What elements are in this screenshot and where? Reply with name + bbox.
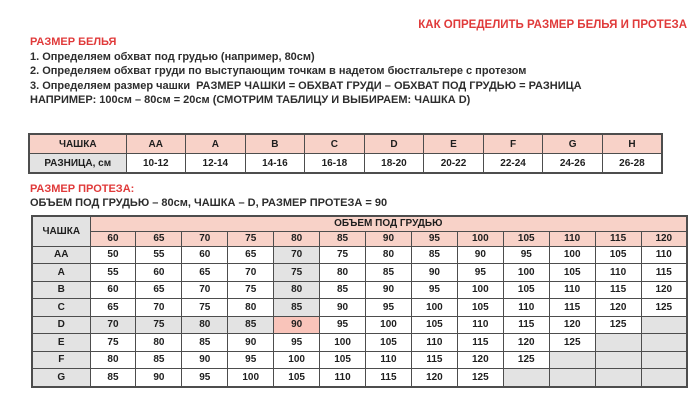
prosthesis-size-cell: 120 <box>457 351 503 369</box>
prosthesis-size-cell: 120 <box>641 281 687 299</box>
prosthesis-size-cell: 80 <box>90 351 136 369</box>
underbust-column-header: 120 <box>641 231 687 246</box>
prosthesis-size-cell: 60 <box>182 246 228 264</box>
cup-table-corner-header: ЧАШКА <box>29 134 126 154</box>
difference-value-cell: 10-12 <box>126 154 186 174</box>
prosthesis-size-cell: 85 <box>90 369 136 387</box>
underbust-column-header: 110 <box>549 231 595 246</box>
cup-row-label: B <box>32 281 90 299</box>
cup-row-label: G <box>32 369 90 387</box>
prosthesis-size-cell: 90 <box>182 351 228 369</box>
prosthesis-size-cell: 60 <box>136 264 182 282</box>
prosthesis-size-cell: 125 <box>641 299 687 317</box>
prosthesis-size-cell: 110 <box>411 334 457 352</box>
underbust-column-header: 90 <box>366 231 412 246</box>
measurement-steps <box>30 50 582 108</box>
prosthesis-size-cell: 90 <box>411 264 457 282</box>
prosthesis-size-cell: 125 <box>549 334 595 352</box>
instruction-line-4: НАПРИМЕР: 100см – 80см = 20см (СМОТРИМ ТАБЛИЦУ И ВЫБИРАЕМ: ЧАШКА D) <box>30 94 471 107</box>
difference-value-cell: 20-22 <box>424 154 484 174</box>
instruction-line-1: 1. Определяем обхват под грудью (например, 80см) <box>30 51 315 63</box>
empty-cell <box>595 334 641 352</box>
prosthesis-size-cell: 80 <box>366 246 412 264</box>
highlight-path-cell: 70 <box>90 316 136 334</box>
prosthesis-size-table <box>31 215 688 388</box>
size-table-row <box>32 369 687 387</box>
prosthesis-size-cell: 80 <box>136 334 182 352</box>
underbust-column-header: 100 <box>457 231 503 246</box>
prosthesis-size-cell: 50 <box>90 246 136 264</box>
prosthesis-size-cell: 105 <box>411 316 457 334</box>
difference-value-cell: 12-14 <box>186 154 246 174</box>
prosthesis-size-cell: 95 <box>228 351 274 369</box>
prosthesis-size-cell: 100 <box>549 246 595 264</box>
prosthesis-size-cell: 85 <box>366 264 412 282</box>
difference-value-cell: 24-26 <box>543 154 603 174</box>
underwear-size-heading: РАЗМЕР БЕЛЬЯ <box>30 36 117 48</box>
prosthesis-size-cell: 75 <box>90 334 136 352</box>
prosthesis-size-cell: 115 <box>549 299 595 317</box>
highlight-path-cell: 85 <box>274 299 320 317</box>
prosthesis-size-cell: 55 <box>136 246 182 264</box>
prosthesis-size-cell: 120 <box>411 369 457 387</box>
prosthesis-size-cell: 120 <box>503 334 549 352</box>
prosthesis-size-cell: 105 <box>457 299 503 317</box>
underbust-span-header: ОБЪЕМ ПОД ГРУДЬЮ <box>90 216 687 231</box>
difference-value-cell: 22-24 <box>483 154 543 174</box>
prosthesis-size-cell: 115 <box>411 351 457 369</box>
size-table-corner-header: ЧАШКА <box>32 216 90 246</box>
size-table-row <box>32 299 687 317</box>
cup-column-header: C <box>305 134 365 154</box>
difference-value-cell: 14-16 <box>245 154 305 174</box>
prosthesis-size-cell: 110 <box>549 281 595 299</box>
highlighted-result-cell: 90 <box>274 316 320 334</box>
cup-column-header: F <box>483 134 543 154</box>
prosthesis-size-cell: 115 <box>503 316 549 334</box>
prosthesis-size-cell: 65 <box>90 299 136 317</box>
prosthesis-size-cell: 80 <box>320 264 366 282</box>
highlight-path-cell: 85 <box>228 316 274 334</box>
highlight-path-cell: 70 <box>274 246 320 264</box>
prosthesis-size-cell: 60 <box>90 281 136 299</box>
prosthesis-size-cell: 115 <box>457 334 503 352</box>
size-table-row <box>32 264 687 282</box>
empty-cell <box>641 334 687 352</box>
empty-cell <box>549 369 595 387</box>
highlight-path-cell: 75 <box>274 264 320 282</box>
prosthesis-size-cell: 70 <box>136 299 182 317</box>
prosthesis-size-cell: 115 <box>595 281 641 299</box>
prosthesis-size-cell: 115 <box>366 369 412 387</box>
prosthesis-size-cell: 85 <box>136 351 182 369</box>
prosthesis-size-cell: 100 <box>457 281 503 299</box>
prosthesis-size-cell: 85 <box>182 334 228 352</box>
highlight-path-cell: 75 <box>136 316 182 334</box>
empty-cell <box>549 351 595 369</box>
cup-difference-table <box>28 133 663 174</box>
prosthesis-size-cell: 105 <box>549 264 595 282</box>
empty-cell <box>641 369 687 387</box>
prosthesis-size-cell: 100 <box>228 369 274 387</box>
prosthesis-size-cell: 90 <box>457 246 503 264</box>
highlight-path-cell: 80 <box>182 316 228 334</box>
size-table-row <box>32 316 687 334</box>
underbust-column-header: 70 <box>182 231 228 246</box>
prosthesis-size-cell: 85 <box>320 281 366 299</box>
prosthesis-size-cell: 125 <box>457 369 503 387</box>
prosthesis-size-cell: 95 <box>366 299 412 317</box>
prosthesis-size-cell: 95 <box>457 264 503 282</box>
prosthesis-size-cell: 65 <box>228 246 274 264</box>
underbust-column-header: 80 <box>274 231 320 246</box>
empty-cell <box>595 369 641 387</box>
underbust-column-header: 115 <box>595 231 641 246</box>
difference-row-label: РАЗНИЦА, см <box>29 154 126 174</box>
cup-row-label: F <box>32 351 90 369</box>
underbust-column-header: 95 <box>411 231 457 246</box>
prosthesis-size-cell: 105 <box>503 281 549 299</box>
prosthesis-size-cell: 95 <box>182 369 228 387</box>
prosthesis-size-cell: 75 <box>320 246 366 264</box>
prosthesis-size-cell: 100 <box>366 316 412 334</box>
instruction-line-3: 3. Определяем размер чашки РАЗМЕР ЧАШКИ = ОБХВАТ ГРУДИ – ОБХВАТ ПОД ГРУДЬЮ = РАЗНИЦА <box>30 79 582 92</box>
prosthesis-size-cell: 95 <box>274 334 320 352</box>
prosthesis-size-cell: 125 <box>503 351 549 369</box>
prosthesis-size-cell: 80 <box>228 299 274 317</box>
page-title: КАК ОПРЕДЕЛИТЬ РАЗМЕР БЕЛЬЯ И ПРОТЕЗА <box>418 19 687 31</box>
prosthesis-size-cell: 105 <box>595 246 641 264</box>
prosthesis-size-cell: 100 <box>320 334 366 352</box>
prosthesis-size-cell: 110 <box>320 369 366 387</box>
highlight-path-cell: 80 <box>274 281 320 299</box>
cup-row-label: D <box>32 316 90 334</box>
size-table-row <box>32 246 687 264</box>
cup-column-header: H <box>602 134 662 154</box>
prosthesis-size-cell: 120 <box>549 316 595 334</box>
prosthesis-size-cell: 110 <box>503 299 549 317</box>
prosthesis-size-cell: 90 <box>366 281 412 299</box>
prosthesis-size-cell: 65 <box>182 264 228 282</box>
prosthesis-size-cell: 65 <box>136 281 182 299</box>
prosthesis-size-cell: 70 <box>228 264 274 282</box>
prosthesis-size-cell: 110 <box>595 264 641 282</box>
cup-row-label: A <box>32 264 90 282</box>
prosthesis-size-cell: 120 <box>595 299 641 317</box>
prosthesis-size-heading: РАЗМЕР ПРОТЕЗА: <box>30 183 135 195</box>
prosthesis-size-cell: 100 <box>411 299 457 317</box>
underbust-column-header: 105 <box>503 231 549 246</box>
cup-column-header: E <box>424 134 484 154</box>
prosthesis-size-cell: 110 <box>366 351 412 369</box>
empty-cell <box>503 369 549 387</box>
cup-column-header: AA <box>126 134 186 154</box>
prosthesis-size-cell: 90 <box>228 334 274 352</box>
cup-column-header: A <box>186 134 246 154</box>
prosthesis-size-cell: 95 <box>503 246 549 264</box>
prosthesis-size-cell: 95 <box>411 281 457 299</box>
prosthesis-size-cell: 85 <box>411 246 457 264</box>
cup-column-header: B <box>245 134 305 154</box>
underbust-column-header: 60 <box>90 231 136 246</box>
prosthesis-size-cell: 115 <box>641 264 687 282</box>
difference-value-cell: 18-20 <box>364 154 424 174</box>
prosthesis-example-line: ОБЪЕМ ПОД ГРУДЬЮ – 80см, ЧАШКА – D, РАЗМЕР ПРОТЕЗА = 90 <box>30 197 388 209</box>
cup-row-label: AA <box>32 246 90 264</box>
difference-value-cell: 26-28 <box>602 154 662 174</box>
underbust-column-header: 65 <box>136 231 182 246</box>
difference-value-cell: 16-18 <box>305 154 365 174</box>
cup-column-header: G <box>543 134 603 154</box>
underbust-column-header: 75 <box>228 231 274 246</box>
prosthesis-size-cell: 105 <box>274 369 320 387</box>
prosthesis-size-cell: 110 <box>641 246 687 264</box>
empty-cell <box>641 316 687 334</box>
prosthesis-size-cell: 90 <box>136 369 182 387</box>
underbust-column-header: 85 <box>320 231 366 246</box>
instruction-line-2: 2. Определяем обхват груди по выступающим точкам в надетом бюстгальтере с протезом <box>30 65 527 78</box>
size-table-row <box>32 351 687 369</box>
cup-column-header: D <box>364 134 424 154</box>
size-table-row <box>32 334 687 352</box>
prosthesis-size-cell: 105 <box>320 351 366 369</box>
size-table-row <box>32 281 687 299</box>
prosthesis-size-cell: 75 <box>228 281 274 299</box>
prosthesis-size-cell: 105 <box>366 334 412 352</box>
prosthesis-size-cell: 100 <box>274 351 320 369</box>
empty-cell <box>641 351 687 369</box>
cup-row-label: C <box>32 299 90 317</box>
prosthesis-size-cell: 95 <box>320 316 366 334</box>
prosthesis-size-cell: 75 <box>182 299 228 317</box>
prosthesis-size-cell: 70 <box>182 281 228 299</box>
prosthesis-size-cell: 90 <box>320 299 366 317</box>
prosthesis-size-cell: 110 <box>457 316 503 334</box>
prosthesis-size-cell: 100 <box>503 264 549 282</box>
empty-cell <box>595 351 641 369</box>
prosthesis-size-cell: 125 <box>595 316 641 334</box>
cup-row-label: E <box>32 334 90 352</box>
prosthesis-size-cell: 55 <box>90 264 136 282</box>
